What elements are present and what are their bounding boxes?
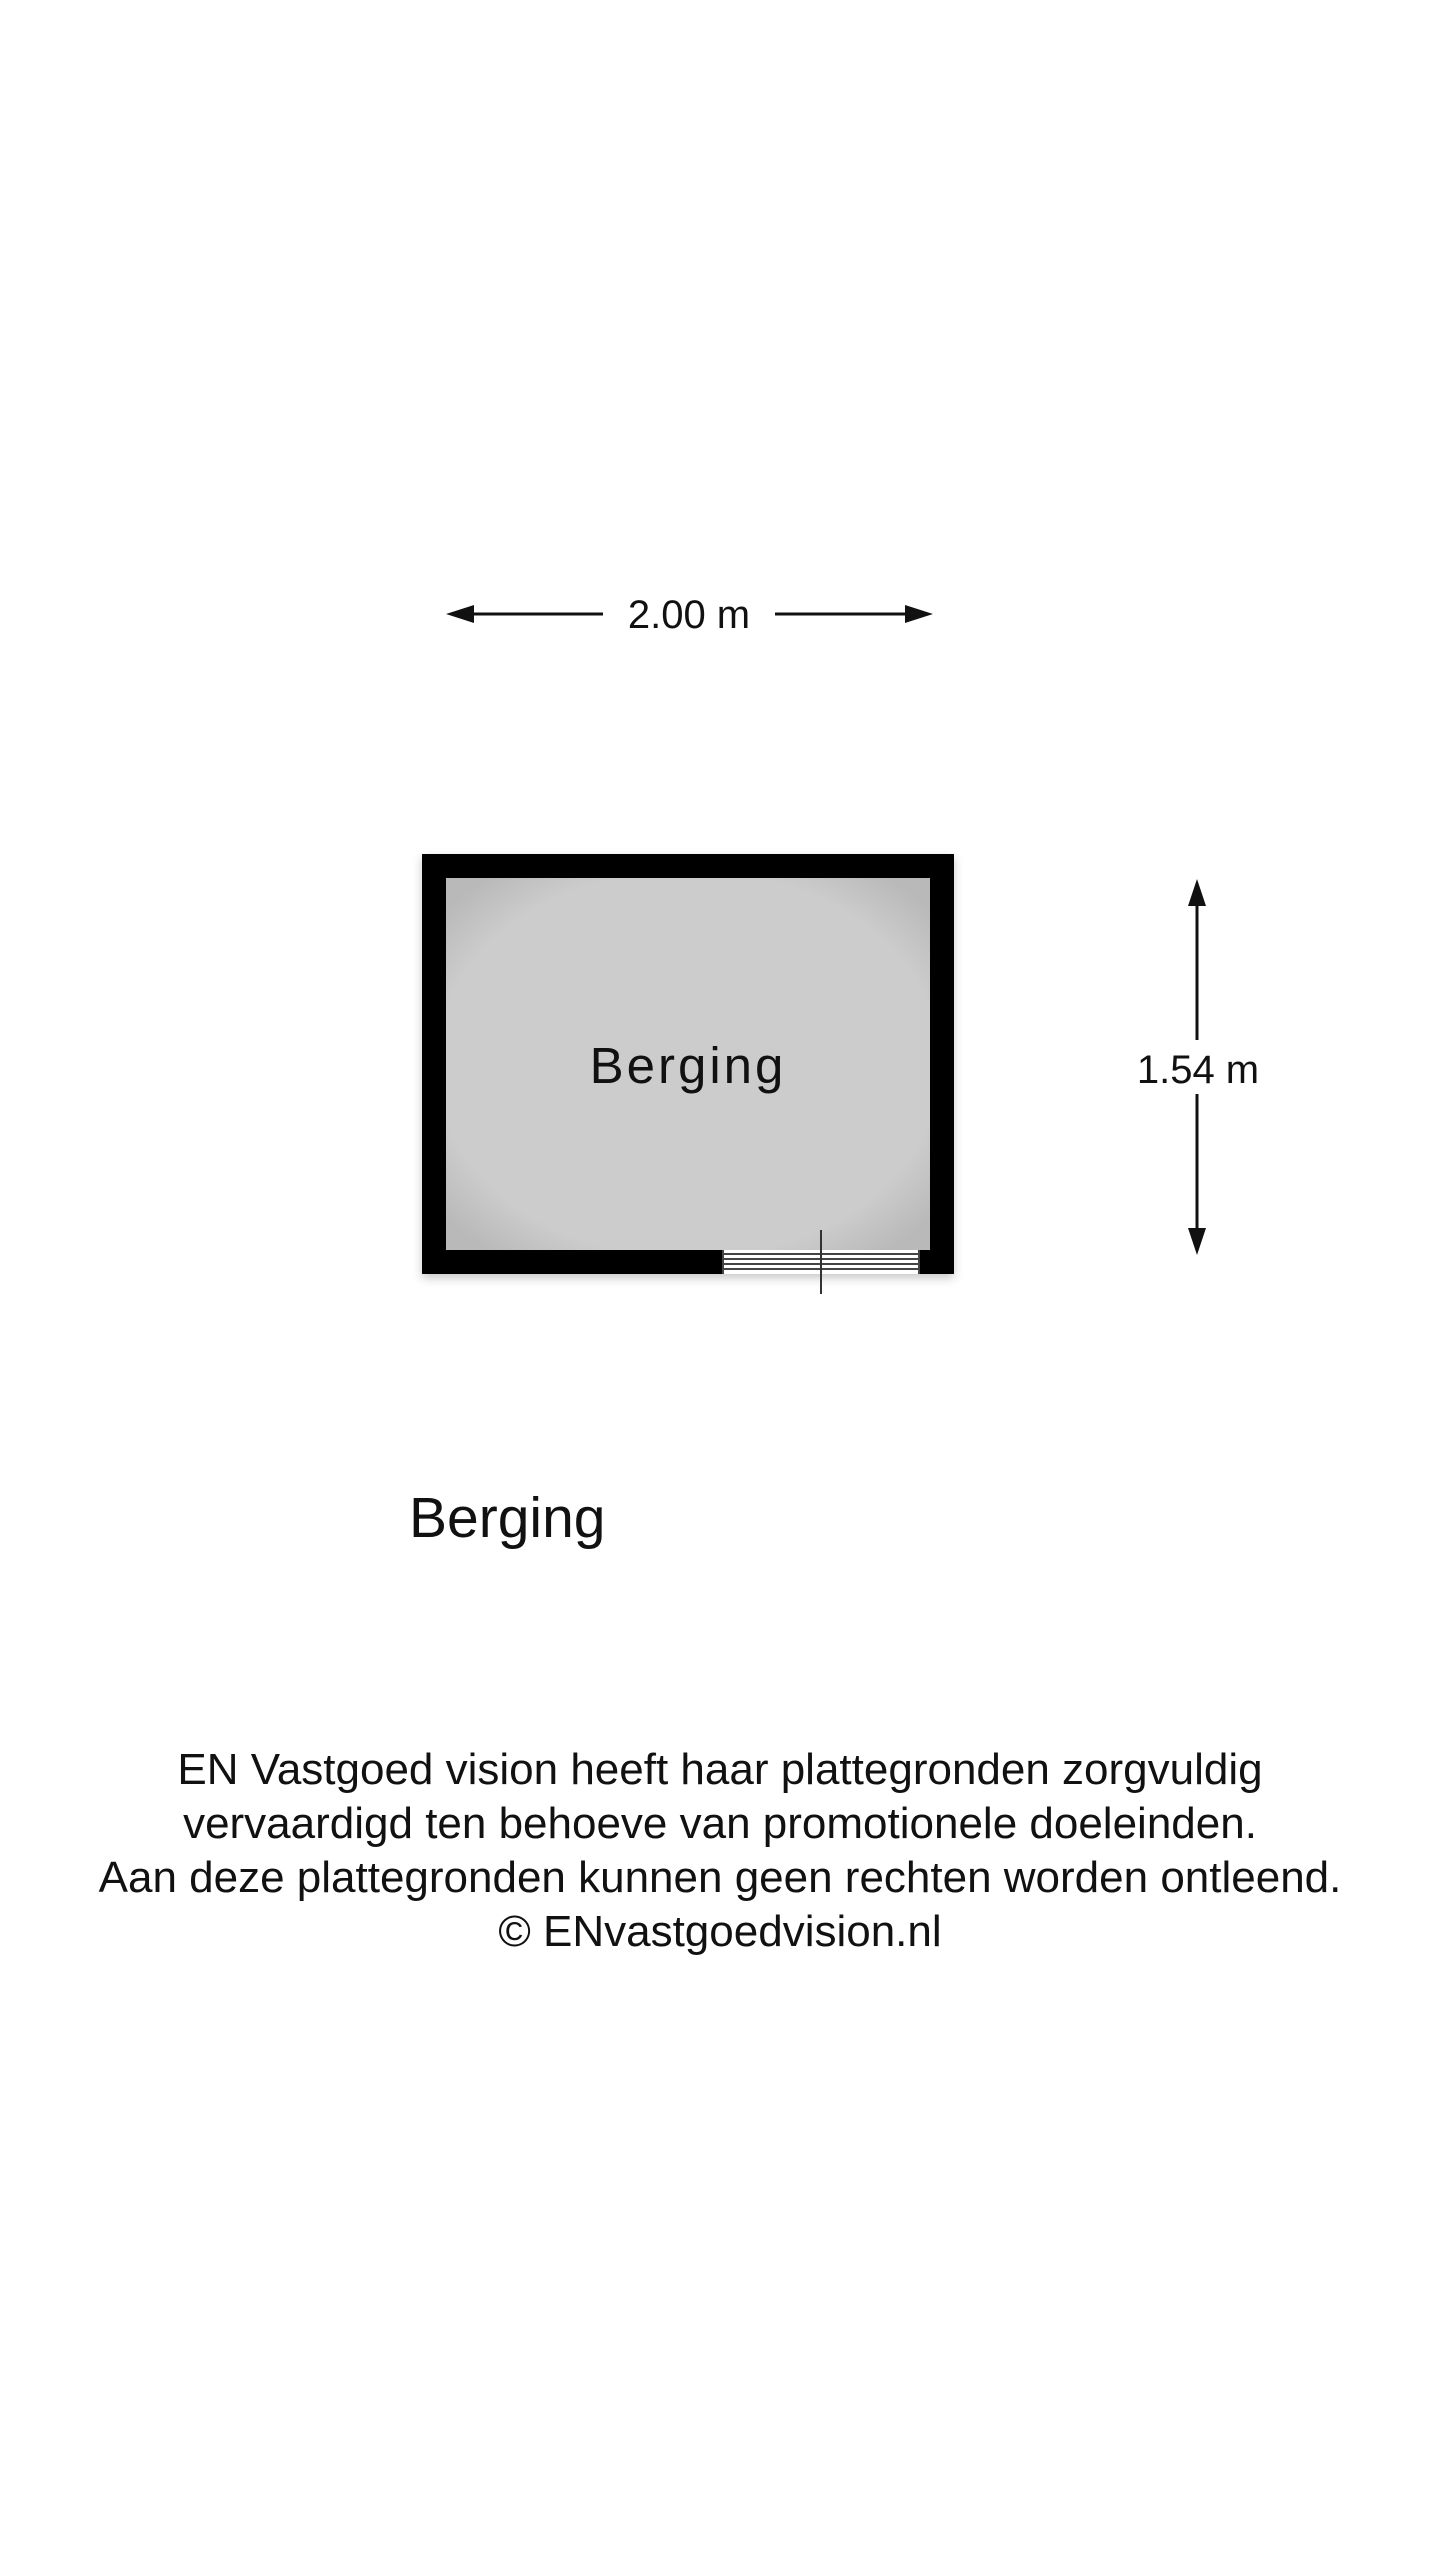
disclaimer-line-3: Aan deze plattegronden kunnen geen rechten worden ontleend. (98, 1853, 1342, 1902)
room-label: Berging (589, 1037, 787, 1094)
width-dimension (446, 593, 933, 637)
width-dimension-label: 2.00 m (627, 593, 751, 637)
room-berging (422, 854, 954, 1294)
arrow-right-icon (905, 605, 933, 623)
height-dimension (1137, 879, 1259, 1255)
copyright-line: © ENvastgoedvision.nl (498, 1907, 942, 1956)
arrow-down-icon (1188, 1228, 1206, 1255)
disclaimer (0, 1743, 1440, 1959)
plan-title: Berging (409, 1486, 606, 1550)
disclaimer-line-1: EN Vastgoed vision heeft haar plattegronden zorgvuldig (177, 1745, 1263, 1794)
height-dimension-label: 1.54 m (1136, 1048, 1260, 1092)
disclaimer-line-2: vervaardigd ten behoeve van promotionele doeleinden. (183, 1799, 1257, 1848)
arrow-left-icon (446, 605, 474, 623)
